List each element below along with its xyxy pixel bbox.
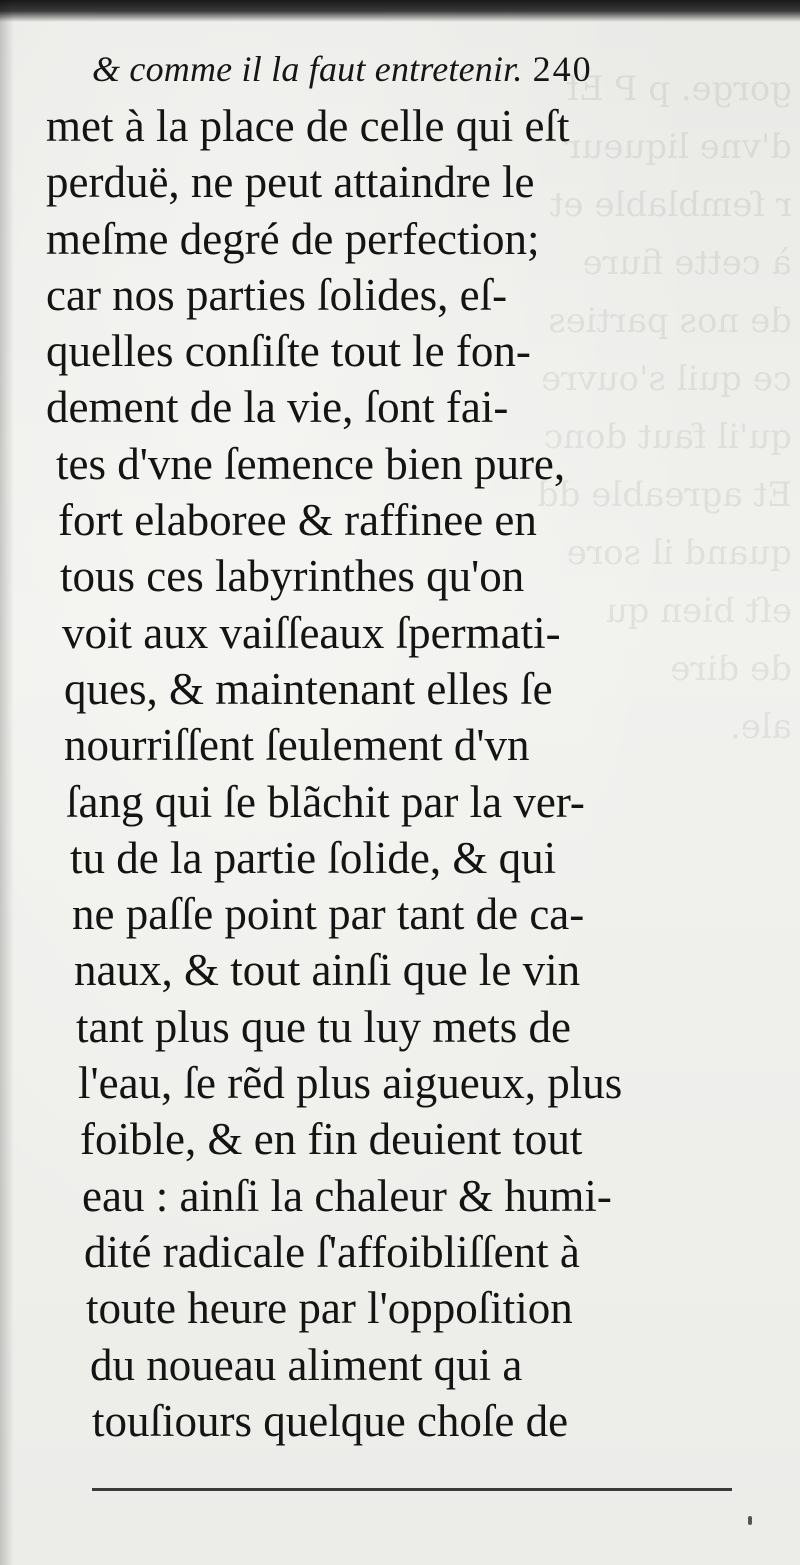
text-line: tes d'vne ſemence bien pure,	[56, 438, 566, 489]
text-line: voit aux vaiſſeaux ſpermati-	[62, 607, 561, 658]
page-gutter-shadow	[0, 0, 14, 1565]
text-line: tant plus que tu luy mets de	[76, 1001, 571, 1052]
show-through-text: gorge. p P Ef d'vne liqueur r ſemblable et à cette fiure de nos parties ce quil s'ouvre qu'il faut donc Et agreable dd quand il sore eſt bien qu de dire ale.	[536, 69, 792, 747]
text-line: foible, & en fin deuient tout	[80, 1114, 583, 1165]
text-line: met à la place de celle qui eſt	[46, 101, 570, 151]
text-line: dité radicale ſ'affoibliſſent à	[84, 1226, 580, 1277]
text-line: nourriſſent ſeulement d'vn	[64, 720, 530, 771]
text-line: meſme degré de perfection;	[46, 213, 540, 264]
ink-speck	[748, 1516, 752, 1525]
running-head	[92, 48, 692, 90]
text-line: dement de la vie, ſont fai-	[46, 382, 509, 433]
running-head-text: & comme il la faut entretenir.	[92, 49, 523, 89]
bottom-rule	[92, 1488, 732, 1491]
text-line: ſang qui ſe blãchit par la ver-	[66, 776, 585, 827]
text-line: touſiours quelque choſe de	[92, 1395, 569, 1446]
text-line: tu de la partie ſolide, & qui	[70, 832, 557, 883]
text-line: tous ces labyrinthes qu'on	[60, 551, 525, 602]
text-line: quelles conſiſte tout le fon-	[46, 326, 531, 377]
text-line: toute heure par l'oppoſition	[86, 1283, 573, 1334]
text-line: du noueau aliment qui a	[90, 1339, 523, 1390]
text-line: ques, & maintenant elles ſe	[64, 663, 553, 714]
body-text	[46, 98, 746, 1449]
text-line: naux, & tout ainſi que le vin	[74, 945, 581, 996]
text-line: l'eau, ſe rẽd plus aigueux, plus	[78, 1058, 623, 1109]
text-line: car nos parties ſolides, eſ-	[46, 269, 508, 320]
page-top-edge	[0, 0, 800, 22]
text-line: ne paſſe point par tant de ca-	[72, 889, 585, 940]
text-line: perduë, ne peut attaindre le	[46, 157, 535, 208]
text-line: eau : ainſi la chaleur & humi-	[82, 1170, 612, 1221]
text-line: fort elaboree & raffinee en	[58, 495, 537, 546]
page-number: 240	[532, 49, 593, 89]
